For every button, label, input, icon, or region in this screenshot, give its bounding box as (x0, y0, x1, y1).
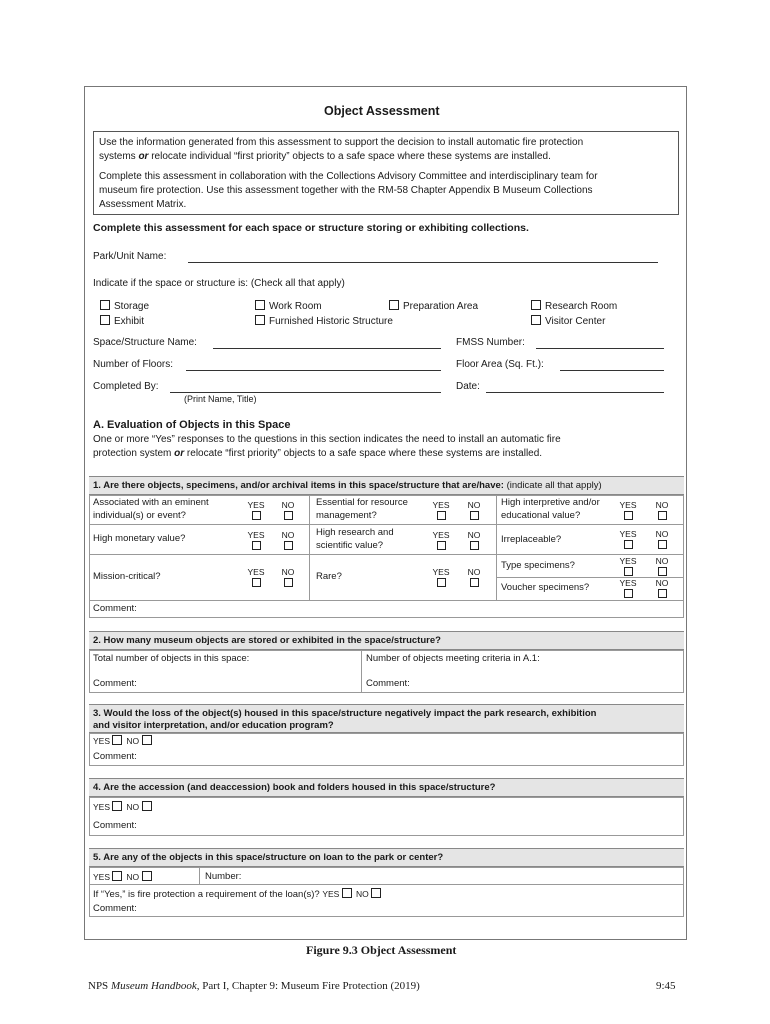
instruction: Complete this assessment for each space or structure storing or exhibiting collections. (93, 222, 529, 234)
checkbox-icon[interactable] (658, 540, 667, 549)
criterion-label: Rare? (316, 571, 342, 582)
checkbox-icon[interactable] (389, 300, 399, 310)
fmss-field[interactable] (536, 348, 664, 349)
yes-option[interactable]: YES (619, 529, 637, 550)
checkbox-icon[interactable] (342, 888, 352, 898)
loan-requirement[interactable]: If “Yes,” is fire protection a requirement of the loan(s)? YES NO (93, 888, 385, 900)
checkbox-icon[interactable] (255, 315, 265, 325)
figure-caption: Figure 9.3 Object Assessment (306, 943, 457, 957)
q5-heading: 5. Are any of the objects in this space/structure on loan to the park or center? (89, 848, 684, 867)
loan-number-field[interactable]: Number: (205, 871, 242, 882)
q4-table (89, 797, 684, 836)
checkbox-icon[interactable] (142, 735, 152, 745)
yes-option[interactable]: YES (432, 500, 450, 521)
no-option[interactable]: NO (653, 529, 671, 550)
no-option[interactable]: NO (279, 567, 297, 588)
section-a-heading: A. Evaluation of Objects in this Space (93, 419, 291, 431)
checkbox-icon[interactable] (470, 511, 479, 520)
q1-comment-field[interactable]: Comment: (93, 603, 137, 614)
criterion-label: individual(s) or event? (93, 510, 186, 521)
row-divider (89, 600, 684, 601)
q4-yes-no[interactable]: YES NO (93, 801, 156, 812)
print-name-hint: (Print Name, Title) (184, 394, 257, 404)
park-unit-field[interactable] (188, 262, 658, 263)
criterion-label: Voucher specimens? (501, 582, 590, 593)
date-label: Date: (456, 381, 480, 392)
no-option[interactable]: NO (653, 500, 671, 521)
floors-field[interactable] (186, 370, 441, 371)
checkbox-icon[interactable] (284, 511, 293, 520)
criterion-label: scientific value? (316, 540, 384, 551)
criterion-label: Type specimens? (501, 560, 575, 571)
checkbox-icon[interactable] (658, 511, 667, 520)
section-a-text: protection system or relocate “first priority” objects to a safe space where these systems are installed. (93, 448, 543, 459)
checkbox-preparation-area[interactable]: Preparation Area (389, 300, 478, 312)
q5-yes-no[interactable]: YES NO (93, 871, 156, 882)
completed-by-field[interactable] (170, 392, 441, 393)
intro-text: systems or relocate individual “first priority” objects to a safe space where these systems are installed. (99, 151, 551, 162)
q4-heading: 4. Are the accession (and deaccession) book and folders housed in this space/structure? (89, 778, 684, 797)
checkbox-icon[interactable] (658, 567, 667, 576)
yes-option[interactable]: YES (247, 500, 265, 521)
checkbox-icon[interactable] (624, 589, 633, 598)
park-unit-label: Park/Unit Name: (93, 251, 167, 262)
indicate-label: Indicate if the space or structure is: (Check all that apply) (93, 278, 345, 289)
checkbox-exhibit[interactable]: Exhibit (100, 315, 144, 327)
checkbox-icon[interactable] (437, 541, 446, 550)
criterion-label: High research and (316, 527, 394, 538)
page-number: 9:45 (656, 980, 676, 992)
col-divider (361, 650, 362, 693)
intro-text: museum fire protection. Use this assessment together with the RM-58 Chapter Appendix B Museum Collections (99, 185, 593, 196)
floor-area-field[interactable] (560, 370, 664, 371)
q3-yes-no[interactable]: YES NO (93, 735, 156, 746)
yes-option[interactable]: YES (247, 530, 265, 551)
no-option[interactable]: NO (279, 530, 297, 551)
footer-citation: NPS Museum Handbook, Part I, Chapter 9: Museum Fire Protection (2019) (88, 980, 420, 992)
q3-comment-field[interactable]: Comment: (93, 751, 137, 762)
floors-label: Number of Floors: (93, 359, 174, 370)
criterion-label: Essential for resource (316, 497, 408, 508)
criterion-label: educational value? (501, 510, 581, 521)
yes-option[interactable]: YES (247, 567, 265, 588)
space-name-label: Space/Structure Name: (93, 337, 197, 348)
q2-comment-left[interactable]: Comment: (93, 678, 137, 689)
checkbox-icon[interactable] (112, 871, 122, 881)
q3-heading: 3. Would the loss of the object(s) housed in this space/structure negatively impact the park research, exhibition and visitor interpretation, and/or education program? (89, 704, 684, 733)
checkbox-work-room[interactable]: Work Room (255, 300, 322, 312)
checkbox-storage[interactable]: Storage (100, 300, 149, 312)
checkbox-icon[interactable] (255, 300, 265, 310)
space-name-field[interactable] (213, 348, 441, 349)
intro-text: Use the information generated from this assessment to support the decision to install automatic fire protection (99, 137, 584, 148)
no-option[interactable]: NO (653, 556, 671, 577)
checkbox-icon[interactable] (371, 888, 381, 898)
checkbox-icon[interactable] (112, 735, 122, 745)
criterion-label: Mission-critical? (93, 571, 161, 582)
row-divider (89, 524, 684, 525)
yes-option[interactable]: YES (432, 567, 450, 588)
checkbox-icon[interactable] (437, 578, 446, 587)
col-divider (309, 495, 310, 600)
yes-option[interactable]: YES (619, 556, 637, 577)
total-objects-field[interactable]: Total number of objects in this space: (93, 653, 250, 664)
checkbox-icon[interactable] (100, 315, 110, 325)
intro-text: Complete this assessment in collaboration with the Collections Advisory Committee and interdisciplinary team for (99, 171, 598, 182)
checkbox-icon[interactable] (437, 511, 446, 520)
checkbox-icon[interactable] (531, 315, 541, 325)
checkbox-icon[interactable] (112, 801, 122, 811)
row-divider (89, 554, 684, 555)
checkbox-icon[interactable] (470, 578, 479, 587)
checkbox-icon[interactable] (252, 511, 261, 520)
section-a-text: One or more “Yes” responses to the questions in this section indicates the need to install an automatic fire (93, 434, 561, 445)
col-divider (199, 867, 200, 884)
date-field[interactable] (486, 392, 664, 393)
q3-table (89, 733, 684, 766)
row-divider (89, 884, 684, 885)
checkbox-furnished-historic[interactable]: Furnished Historic Structure (255, 315, 393, 327)
checkbox-visitor-center[interactable]: Visitor Center (531, 315, 605, 327)
criterion-label: High interpretive and/or (501, 497, 600, 508)
criterion-label: Associated with an eminent (93, 497, 209, 508)
q4-comment-field[interactable]: Comment: (93, 820, 137, 831)
no-option[interactable]: NO (653, 578, 671, 599)
q2-comment-right[interactable]: Comment: (366, 678, 410, 689)
checkbox-icon[interactable] (624, 567, 633, 576)
criterion-label: Irreplaceable? (501, 534, 562, 545)
floor-area-label: Floor Area (Sq. Ft.): (456, 359, 544, 370)
checkbox-icon[interactable] (284, 541, 293, 550)
q1-heading: 1. Are there objects, specimens, and/or archival items in this space/structure that are/have: (indicate all that apply) (89, 476, 684, 495)
criterion-label: management? (316, 510, 377, 521)
criterion-label: High monetary value? (93, 533, 186, 544)
checkbox-icon[interactable] (624, 540, 633, 549)
checkbox-icon[interactable] (252, 578, 261, 587)
no-option[interactable]: NO (279, 500, 297, 521)
no-option[interactable]: NO (465, 500, 483, 521)
intro-text: Assessment Matrix. (99, 199, 187, 210)
checkbox-icon[interactable] (470, 541, 479, 550)
checkbox-icon[interactable] (100, 300, 110, 310)
checkbox-icon[interactable] (142, 871, 152, 881)
fmss-label: FMSS Number: (456, 337, 525, 348)
checkbox-research-room[interactable]: Research Room (531, 300, 617, 312)
checkbox-icon[interactable] (142, 801, 152, 811)
q2-heading: 2. How many museum objects are stored or exhibited in the space/structure? (89, 631, 684, 650)
yes-option[interactable]: YES (619, 500, 637, 521)
col-divider (496, 495, 497, 600)
q5-comment-field[interactable]: Comment: (93, 903, 137, 914)
checkbox-icon[interactable] (252, 541, 261, 550)
completed-by-label: Completed By: (93, 381, 159, 392)
no-option[interactable]: NO (465, 567, 483, 588)
checkbox-icon[interactable] (531, 300, 541, 310)
no-option[interactable]: NO (465, 530, 483, 551)
yes-option[interactable]: YES (432, 530, 450, 551)
checkbox-icon[interactable] (624, 511, 633, 520)
form-title: Object Assessment (324, 104, 440, 118)
checkbox-icon[interactable] (284, 578, 293, 587)
yes-option[interactable]: YES (619, 578, 637, 599)
objects-meeting-criteria-field[interactable]: Number of objects meeting criteria in A.1: (366, 653, 540, 664)
checkbox-icon[interactable] (658, 589, 667, 598)
